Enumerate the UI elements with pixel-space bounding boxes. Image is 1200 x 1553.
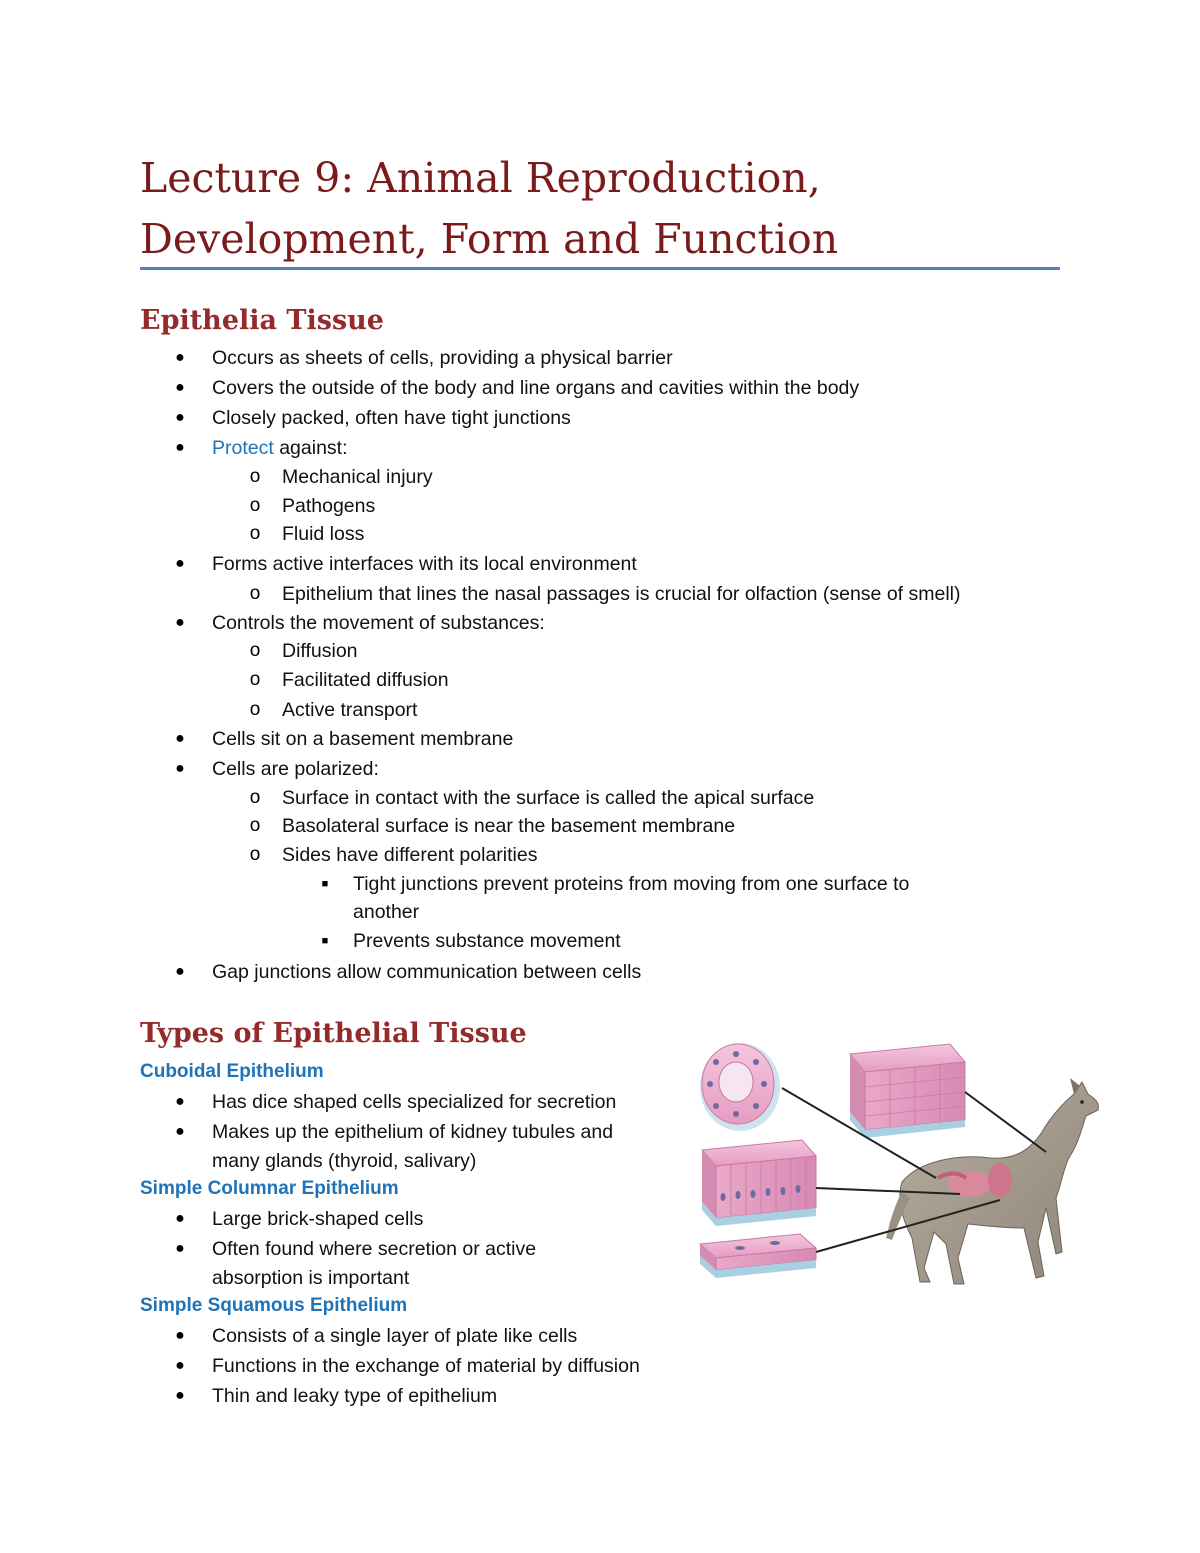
sub-bullet: o (249, 523, 261, 544)
list-item: Thin and leaky type of epithelium (212, 1385, 498, 1407)
sub-bullet: o (249, 640, 261, 661)
sub-sub-list-item: Prevents substance movement (353, 930, 621, 952)
bullet: ● (175, 1387, 185, 1404)
sub-bullet: o (249, 466, 261, 487)
subheading-squamous: Simple Squamous Epithelium (140, 1295, 408, 1316)
sub-list-item: Active transport (282, 699, 418, 721)
sub-list-item: Surface in contact with the surface is called the apical surface (282, 787, 815, 809)
sub-list-item: Epithelium that lines the nasal passages is crucial for olfaction (sense of smell) (282, 583, 961, 605)
sub-sub-list-item: Tight junctions prevent proteins from moving from one surface to (353, 873, 910, 895)
title-line-1: Lecture 9: Animal Reproduction, (140, 154, 821, 202)
sub-list-item: Basolateral surface is near the basement membrane (282, 815, 736, 837)
list-item-protect (212, 434, 348, 462)
bullet: ● (175, 1210, 185, 1227)
bullet: ● (175, 379, 185, 396)
sub-bullet: o (249, 844, 261, 865)
bullet: ● (175, 555, 185, 572)
bullet: ● (175, 1093, 185, 1110)
list-item: Covers the outside of the body and line organs and cavities within the body (212, 377, 860, 399)
sub-sub-bullet: ■ (321, 878, 329, 890)
sub-list-item: Diffusion (282, 640, 358, 662)
sub-bullet: o (249, 495, 261, 516)
page-title (140, 148, 1060, 270)
title-underline (140, 267, 1060, 270)
subheading-cuboidal: Cuboidal Epithelium (140, 1061, 324, 1082)
bullet: ● (175, 1240, 185, 1257)
bullet: ● (175, 409, 185, 426)
bullet: ● (175, 963, 185, 980)
columnar-block-illustration (702, 1140, 816, 1226)
list-item-cont: many glands (thyroid, salivary) (212, 1150, 477, 1172)
list-item: Gap junctions allow communication between cells (212, 961, 642, 983)
sub-bullet: o (249, 699, 261, 720)
title-line-2: Development, Form and Function (140, 215, 839, 263)
epithelial-tissue-wolf-figure (690, 1032, 1120, 1294)
squamous-block-illustration (700, 1234, 816, 1278)
list-item: Cells sit on a basement membrane (212, 728, 514, 750)
bullet: ● (175, 1123, 185, 1140)
subheading-columnar: Simple Columnar Epithelium (140, 1178, 399, 1199)
sub-sub-list-item-cont: another (353, 901, 420, 923)
section-heading-types: Types of Epithelial Tissue (140, 1018, 527, 1049)
list-item: Forms active interfaces with its local environment (212, 553, 637, 575)
section-heading-epithelia: Epithelia Tissue (140, 305, 384, 336)
list-item: Large brick-shaped cells (212, 1208, 424, 1230)
list-item: Makes up the epithelium of kidney tubules and (212, 1121, 614, 1143)
sub-list-item: Mechanical injury (282, 466, 433, 488)
stratified-block-illustration (850, 1044, 965, 1138)
list-item: Functions in the exchange of material by diffusion (212, 1355, 640, 1377)
list-item: Has dice shaped cells specialized for secretion (212, 1091, 617, 1113)
sub-list-item: Fluid loss (282, 523, 365, 545)
sub-bullet: o (249, 815, 261, 836)
sub-bullet: o (249, 583, 261, 604)
bullet: ● (175, 730, 185, 747)
list-item: Cells are polarized: (212, 758, 379, 780)
list-item-cont: absorption is important (212, 1267, 410, 1289)
bullet: ● (175, 760, 185, 777)
sub-list-item: Facilitated diffusion (282, 669, 449, 691)
list-item: Controls the movement of substances: (212, 612, 545, 634)
protect-rest: against: (273, 437, 348, 459)
list-item: Closely packed, often have tight junctions (212, 407, 571, 429)
sub-list-item: Pathogens (282, 495, 376, 517)
sub-sub-bullet: ■ (321, 935, 329, 947)
list-item: Often found where secretion or active (212, 1238, 537, 1260)
sub-bullet: o (249, 787, 261, 808)
protect-keyword: Protect (212, 437, 274, 459)
sub-list-item: Sides have different polarities (282, 844, 538, 866)
list-item: Occurs as sheets of cells, providing a physical barrier (212, 347, 673, 369)
bullet: ● (175, 439, 185, 456)
list-item: Consists of a single layer of plate like cells (212, 1325, 578, 1347)
bullet: ● (175, 1327, 185, 1344)
bullet: ● (175, 1357, 185, 1374)
bullet: ● (175, 349, 185, 366)
bullet: ● (175, 614, 185, 631)
cuboidal-tubule-illustration (700, 1043, 780, 1131)
sub-bullet: o (249, 669, 261, 690)
